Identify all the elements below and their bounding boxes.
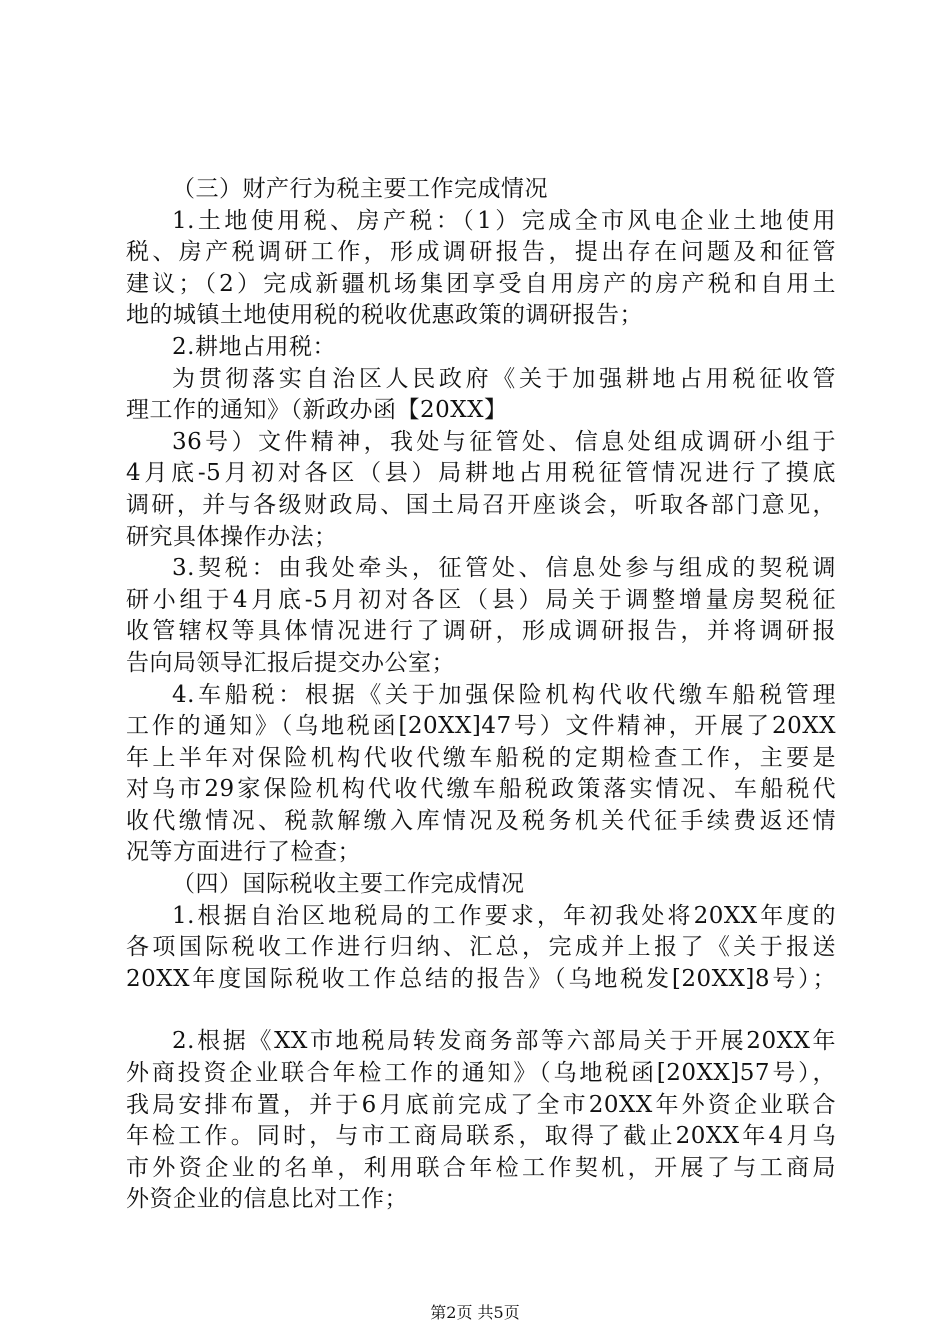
text-line: 2.根据《XX市地税局转发商务部等六部局关于开展20XX年 bbox=[172, 1028, 836, 1055]
page-number: 第2页 共5页 bbox=[430, 1303, 520, 1322]
text-line: 各项国际税收工作进行归纳、汇总，完成并上报了《关于报送 bbox=[126, 934, 836, 961]
text-line: 地的城镇土地使用税的税收优惠政策的调研报告； bbox=[126, 302, 643, 329]
text-line: 年上半年对保险机构代收代缴车船税的定期检查工作，主要是 bbox=[126, 744, 836, 771]
text-line: 建议；（2）完成新疆机场集团享受自用房产的房产税和自用土 bbox=[126, 270, 836, 297]
paragraph-gap bbox=[126, 995, 836, 1026]
document-body bbox=[126, 174, 836, 1216]
text-line: 研究具体操作办法； bbox=[126, 523, 338, 550]
text-line: 理工作的通知》（新政办函【20XX】 bbox=[126, 397, 508, 424]
text-line: 对乌市29家保险机构代收代缴车船税政策落实情况、车船税代 bbox=[126, 776, 836, 803]
text-line: 1.土地使用税、房产税：（1）完成全市风电企业土地使用 bbox=[172, 207, 836, 234]
text-line: 年检工作。同时，与市工商局联系，取得了截止20XX年4月乌 bbox=[126, 1123, 836, 1150]
text-line: 外资企业的信息比对工作； bbox=[126, 1186, 408, 1213]
text-line: 1.根据自治区地税局的工作要求，年初我处将20XX年度的 bbox=[172, 902, 836, 929]
text-line: 外商投资企业联合年检工作的通知》（乌地税函[20XX]57号）， bbox=[126, 1060, 836, 1087]
text-line: 4月底-5月初对各区（县）局耕地占用税征管情况进行了摸底 bbox=[126, 460, 836, 487]
text-line: 为贯彻落实自治区人民政府《关于加强耕地占用税征收管 bbox=[172, 365, 836, 392]
text-line: 告向局领导汇报后提交办公室； bbox=[126, 649, 455, 676]
text-line: 收管辖权等具体情况进行了调研，形成调研报告，并将调研报 bbox=[126, 618, 836, 645]
text-line: 况等方面进行了检查； bbox=[126, 839, 361, 866]
text-line: 我局安排布置，并于6月底前完成了全市20XX年外资企业联合 bbox=[126, 1091, 836, 1118]
section-heading: （四）国际税收主要工作完成情况 bbox=[172, 871, 525, 898]
text-line: 研小组于4月底-5月初对各区（县）局关于调整增量房契税征 bbox=[126, 586, 836, 613]
text-line: 市外资企业的名单，利用联合年检工作契机，开展了与工商局 bbox=[126, 1154, 836, 1181]
text-line: 收代缴情况、税款解缴入库情况及税务机关代征手续费返还情 bbox=[126, 807, 836, 834]
section-heading: （三）财产行为税主要工作完成情况 bbox=[172, 176, 548, 202]
text-line: 3.契税：由我处牵头，征管处、信息处参与组成的契税调 bbox=[172, 555, 836, 582]
text-line: 税、房产税调研工作，形成调研报告，提出存在问题及和征管 bbox=[126, 239, 836, 266]
text-line: 2.耕地占用税： bbox=[172, 333, 336, 360]
text-line: 36号）文件精神，我处与征管处、信息处组成调研小组于 bbox=[172, 428, 836, 455]
text-line: 4.车船税：根据《关于加强保险机构代收代缴车船税管理 bbox=[172, 681, 836, 708]
text-line: 工作的通知》（乌地税函[20XX]47号）文件精神，开展了20XX bbox=[126, 713, 836, 740]
text-line: 20XX年度国际税收工作总结的报告》（乌地税发[20XX]8号）； bbox=[126, 965, 836, 992]
text-line: 调研，并与各级财政局、国土局召开座谈会，听取各部门意见， bbox=[126, 491, 836, 518]
